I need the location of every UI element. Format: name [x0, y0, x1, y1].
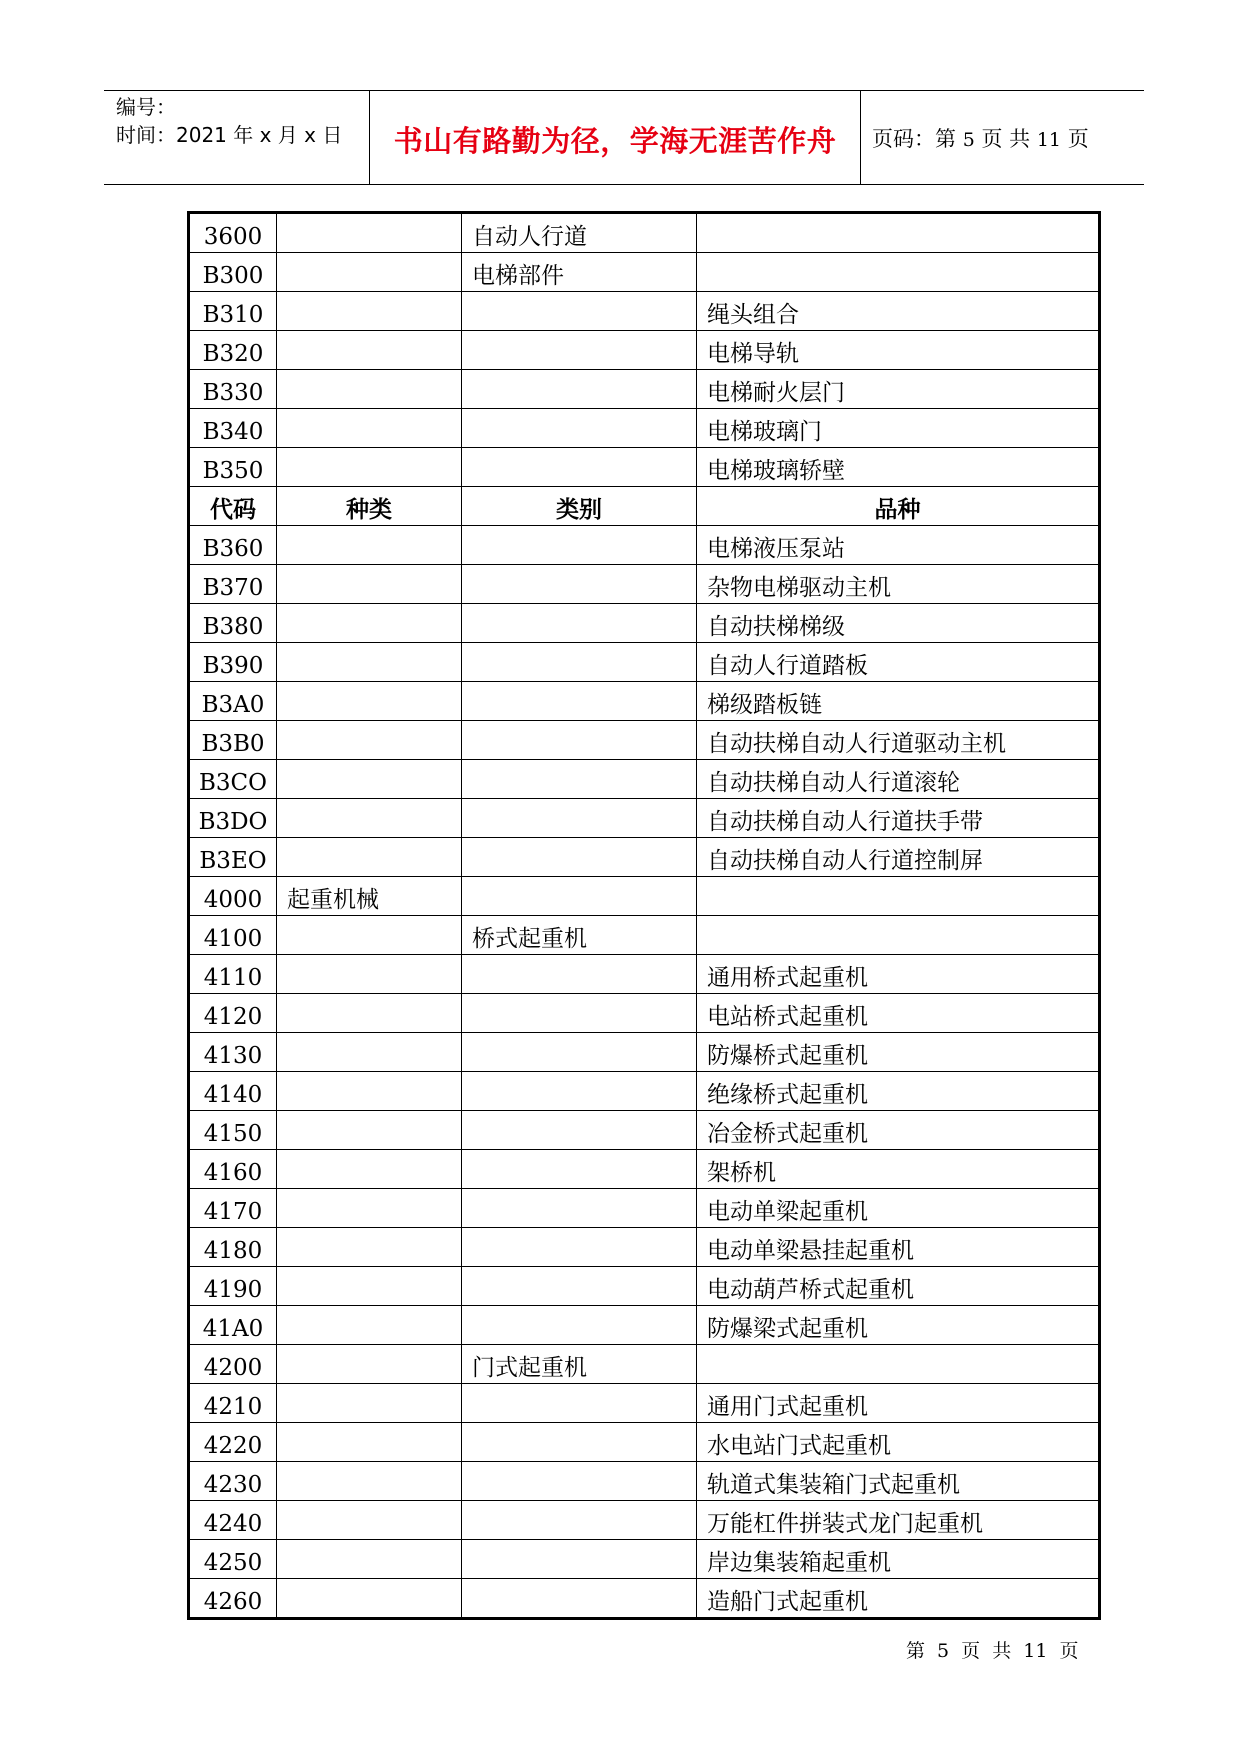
variety-cell: 电动葫芦桥式起重机	[697, 1267, 1100, 1306]
kind-cell	[277, 1267, 462, 1306]
category-cell	[462, 643, 697, 682]
table-row	[189, 526, 1100, 565]
variety-cell: 自动扶梯梯级	[697, 604, 1100, 643]
table-row	[189, 1384, 1100, 1423]
kind-cell	[277, 292, 462, 331]
kind-cell	[277, 1228, 462, 1267]
header-divider	[860, 91, 861, 184]
kind-cell	[277, 1423, 462, 1462]
kind-cell	[277, 604, 462, 643]
kind-cell	[277, 643, 462, 682]
table-row	[189, 1345, 1100, 1384]
page-suffix: 页	[1067, 127, 1089, 151]
table-row	[189, 1150, 1100, 1189]
category-cell	[462, 409, 697, 448]
variety-cell: 电梯耐火层门	[697, 370, 1100, 409]
table-row	[189, 1540, 1100, 1579]
table-row	[189, 1228, 1100, 1267]
column-header: 种类	[277, 487, 462, 526]
category-cell	[462, 1033, 697, 1072]
variety-cell: 自动扶梯自动人行道滚轮	[697, 760, 1100, 799]
code-cell: 4130	[189, 1033, 277, 1072]
variety-cell: 通用桥式起重机	[697, 955, 1100, 994]
variety-cell: 自动人行道踏板	[697, 643, 1100, 682]
kind-cell	[277, 838, 462, 877]
header-meta	[116, 93, 366, 149]
category-cell	[462, 994, 697, 1033]
table-row	[189, 213, 1100, 253]
table-row	[189, 292, 1100, 331]
column-header: 代码	[189, 487, 277, 526]
category-cell	[462, 292, 697, 331]
category-cell	[462, 1423, 697, 1462]
table-row	[189, 955, 1100, 994]
column-header: 品种	[697, 487, 1100, 526]
code-cell: B350	[189, 448, 277, 487]
kind-cell	[277, 916, 462, 955]
table-header-row	[189, 487, 1100, 526]
table-row	[189, 799, 1100, 838]
code-cell: B340	[189, 409, 277, 448]
variety-cell: 杂物电梯驱动主机	[697, 565, 1100, 604]
code-cell: B390	[189, 643, 277, 682]
category-cell	[462, 1462, 697, 1501]
code-cell: B3CO	[189, 760, 277, 799]
variety-cell: 电梯玻璃门	[697, 409, 1100, 448]
variety-cell: 电动单梁起重机	[697, 1189, 1100, 1228]
code-cell: B330	[189, 370, 277, 409]
kind-cell	[277, 526, 462, 565]
code-cell: B3B0	[189, 721, 277, 760]
kind-cell	[277, 682, 462, 721]
table-row	[189, 604, 1100, 643]
category-cell: 门式起重机	[462, 1345, 697, 1384]
kind-cell	[277, 1540, 462, 1579]
category-cell: 自动人行道	[462, 213, 697, 253]
category-cell	[462, 448, 697, 487]
variety-cell: 水电站门式起重机	[697, 1423, 1100, 1462]
table-row	[189, 565, 1100, 604]
code-cell: B300	[189, 253, 277, 292]
variety-cell: 电梯液压泵站	[697, 526, 1100, 565]
table-row	[189, 1033, 1100, 1072]
category-cell	[462, 955, 697, 994]
date-label: 时间：2021 年 x 月 x 日	[116, 123, 343, 147]
category-cell	[462, 1384, 697, 1423]
kind-cell	[277, 213, 462, 253]
variety-cell: 冶金桥式起重机	[697, 1111, 1100, 1150]
kind-cell	[277, 1462, 462, 1501]
code-cell: 4140	[189, 1072, 277, 1111]
kind-cell	[277, 1189, 462, 1228]
page-header	[104, 90, 1144, 185]
page-number: 5	[962, 129, 975, 151]
variety-cell: 万能杠件拼装式龙门起重机	[697, 1501, 1100, 1540]
category-cell	[462, 526, 697, 565]
table-row	[189, 253, 1100, 292]
category-cell	[462, 565, 697, 604]
category-cell	[462, 1540, 697, 1579]
category-cell	[462, 721, 697, 760]
kind-cell	[277, 253, 462, 292]
variety-cell	[697, 877, 1100, 916]
header-page-indicator	[872, 123, 1089, 153]
category-cell	[462, 1072, 697, 1111]
code-cell: 4250	[189, 1540, 277, 1579]
category-cell: 桥式起重机	[462, 916, 697, 955]
table-row	[189, 1072, 1100, 1111]
variety-cell: 轨道式集装箱门式起重机	[697, 1462, 1100, 1501]
kind-cell	[277, 1150, 462, 1189]
kind-cell	[277, 760, 462, 799]
variety-cell	[697, 1345, 1100, 1384]
table-row	[189, 682, 1100, 721]
code-cell: 4150	[189, 1111, 277, 1150]
code-cell: B310	[189, 292, 277, 331]
page-prefix: 页码：第	[872, 127, 956, 151]
kind-cell	[277, 448, 462, 487]
code-cell: 4180	[189, 1228, 277, 1267]
category-cell	[462, 331, 697, 370]
table-row	[189, 877, 1100, 916]
code-cell: B370	[189, 565, 277, 604]
kind-cell	[277, 331, 462, 370]
variety-cell: 自动扶梯自动人行道驱动主机	[697, 721, 1100, 760]
category-cell	[462, 1267, 697, 1306]
code-cell: 4240	[189, 1501, 277, 1540]
kind-cell	[277, 1306, 462, 1345]
code-cell: B3DO	[189, 799, 277, 838]
kind-cell	[277, 565, 462, 604]
category-cell	[462, 760, 697, 799]
code-cell: 4230	[189, 1462, 277, 1501]
category-cell	[462, 1150, 697, 1189]
code-cell: B360	[189, 526, 277, 565]
variety-cell	[697, 253, 1100, 292]
table-row	[189, 994, 1100, 1033]
category-cell	[462, 1189, 697, 1228]
page-total: 11	[1036, 129, 1062, 151]
code-cell: 4110	[189, 955, 277, 994]
table-row	[189, 448, 1100, 487]
code-table-body	[189, 213, 1100, 1619]
code-cell: 4100	[189, 916, 277, 955]
variety-cell: 岸边集装箱起重机	[697, 1540, 1100, 1579]
category-cell	[462, 1306, 697, 1345]
table-row	[189, 1111, 1100, 1150]
code-cell: B380	[189, 604, 277, 643]
code-cell: 4200	[189, 1345, 277, 1384]
variety-cell: 防爆梁式起重机	[697, 1306, 1100, 1345]
code-cell: 4170	[189, 1189, 277, 1228]
code-cell: 4210	[189, 1384, 277, 1423]
code-cell: 4260	[189, 1579, 277, 1619]
variety-cell: 梯级踏板链	[697, 682, 1100, 721]
category-cell	[462, 604, 697, 643]
table-row	[189, 1306, 1100, 1345]
code-cell: 3600	[189, 213, 277, 253]
code-cell: B320	[189, 331, 277, 370]
category-cell: 电梯部件	[462, 253, 697, 292]
kind-cell	[277, 1501, 462, 1540]
variety-cell: 架桥机	[697, 1150, 1100, 1189]
page-footer: 第 5 页 共 11 页	[906, 1640, 1079, 1662]
variety-cell: 电站桥式起重机	[697, 994, 1100, 1033]
column-header: 类别	[462, 487, 697, 526]
code-cell: 4190	[189, 1267, 277, 1306]
table-row	[189, 1462, 1100, 1501]
variety-cell: 电梯玻璃轿壁	[697, 448, 1100, 487]
kind-cell	[277, 1072, 462, 1111]
table-row	[189, 1501, 1100, 1540]
table-row	[189, 1189, 1100, 1228]
table-row	[189, 1423, 1100, 1462]
code-cell: 4120	[189, 994, 277, 1033]
variety-cell: 绳头组合	[697, 292, 1100, 331]
variety-cell: 自动扶梯自动人行道控制屏	[697, 838, 1100, 877]
variety-cell: 电动单梁悬挂起重机	[697, 1228, 1100, 1267]
table-row	[189, 1267, 1100, 1306]
code-cell: B3A0	[189, 682, 277, 721]
kind-cell	[277, 721, 462, 760]
kind-cell	[277, 994, 462, 1033]
code-cell: 41A0	[189, 1306, 277, 1345]
category-cell	[462, 838, 697, 877]
code-cell: 4220	[189, 1423, 277, 1462]
category-cell	[462, 877, 697, 916]
variety-cell	[697, 916, 1100, 955]
table-row	[189, 409, 1100, 448]
kind-cell	[277, 1111, 462, 1150]
category-cell	[462, 682, 697, 721]
variety-cell: 通用门式起重机	[697, 1384, 1100, 1423]
kind-cell: 起重机械	[277, 877, 462, 916]
table-row	[189, 1579, 1100, 1619]
category-cell	[462, 370, 697, 409]
variety-cell: 绝缘桥式起重机	[697, 1072, 1100, 1111]
table-row	[189, 370, 1100, 409]
kind-cell	[277, 1345, 462, 1384]
table-row	[189, 331, 1100, 370]
table-row	[189, 916, 1100, 955]
header-motto: 书山有路勤为径，学海无涯苦作舟	[393, 124, 837, 158]
kind-cell	[277, 1579, 462, 1619]
category-cell	[462, 1228, 697, 1267]
variety-cell: 造船门式起重机	[697, 1579, 1100, 1619]
table-row	[189, 721, 1100, 760]
category-cell	[462, 799, 697, 838]
kind-cell	[277, 409, 462, 448]
table-row	[189, 838, 1100, 877]
kind-cell	[277, 370, 462, 409]
code-cell: 4000	[189, 877, 277, 916]
table-row	[189, 760, 1100, 799]
kind-cell	[277, 799, 462, 838]
variety-cell	[697, 213, 1100, 253]
code-cell: B3EO	[189, 838, 277, 877]
kind-cell	[277, 955, 462, 994]
kind-cell	[277, 1033, 462, 1072]
variety-cell: 电梯导轨	[697, 331, 1100, 370]
category-cell	[462, 1501, 697, 1540]
page-mid: 页 共	[981, 127, 1031, 151]
table-row	[189, 643, 1100, 682]
code-table	[187, 211, 1101, 1620]
code-cell: 4160	[189, 1150, 277, 1189]
category-cell	[462, 1579, 697, 1619]
variety-cell: 自动扶梯自动人行道扶手带	[697, 799, 1100, 838]
category-cell	[462, 1111, 697, 1150]
variety-cell: 防爆桥式起重机	[697, 1033, 1100, 1072]
kind-cell	[277, 1384, 462, 1423]
serial-label: 编号：	[116, 95, 176, 119]
